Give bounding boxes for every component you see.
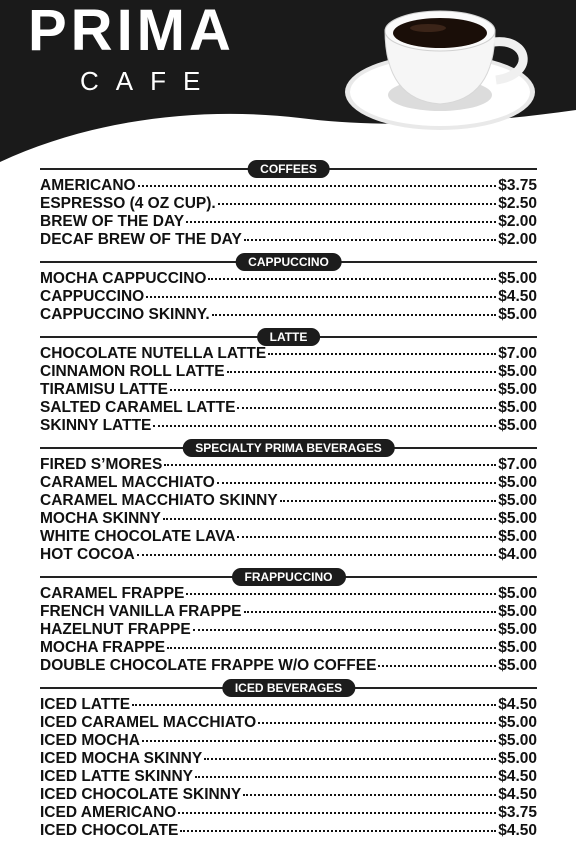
section-title: CAPPUCCINO	[235, 253, 342, 271]
dot-leader	[378, 665, 496, 667]
menu-list	[40, 160, 537, 840]
item-price: $5.00	[498, 306, 537, 323]
dot-leader	[243, 794, 496, 796]
menu-item	[40, 804, 537, 822]
dot-leader	[170, 389, 496, 391]
menu-item	[40, 177, 537, 195]
section-header	[40, 328, 537, 345]
dot-leader	[244, 239, 496, 241]
item-name: CINNAMON ROLL LATTE	[40, 363, 225, 380]
item-name: ICED AMERICANO	[40, 804, 177, 821]
item-name: TIRAMISU LATTE	[40, 381, 169, 398]
item-name: HAZELNUT FRAPPE	[40, 621, 191, 638]
menu-item	[40, 585, 537, 603]
menu-item	[40, 363, 537, 381]
item-price: $5.00	[498, 714, 537, 731]
item-name: DECAF BREW OF THE DAY	[40, 231, 242, 248]
menu-item	[40, 528, 537, 546]
menu-item	[40, 195, 537, 213]
menu-item	[40, 621, 537, 639]
section-header	[40, 568, 537, 585]
item-price: $4.00	[498, 546, 537, 563]
dot-leader	[178, 812, 496, 814]
item-price: $4.50	[498, 288, 537, 305]
item-price: $5.00	[498, 603, 537, 620]
item-name: ICED CHOCOLATE SKINNY	[40, 786, 242, 803]
menu-item	[40, 417, 537, 435]
brand-subtitle: CAFE	[80, 66, 218, 96]
dot-leader	[153, 425, 496, 427]
menu-item	[40, 288, 537, 306]
menu-item	[40, 456, 537, 474]
item-name: CARAMEL FRAPPE	[40, 585, 185, 602]
item-name: ICED LATTE SKINNY	[40, 768, 193, 785]
item-name: ICED MOCHA SKINNY	[40, 750, 203, 767]
item-price: $3.75	[498, 804, 537, 821]
menu-item	[40, 492, 537, 510]
dot-leader	[208, 278, 496, 280]
item-price: $5.00	[498, 750, 537, 767]
item-price: $5.00	[498, 417, 537, 434]
section-title: LATTE	[257, 328, 321, 346]
item-name: ICED CHOCOLATE	[40, 822, 179, 839]
menu-item	[40, 750, 537, 768]
dot-leader	[237, 407, 496, 409]
dot-leader	[204, 758, 496, 760]
dot-leader	[212, 314, 497, 316]
section-header	[40, 160, 537, 177]
dot-leader	[146, 296, 496, 298]
dot-leader	[163, 518, 496, 520]
menu-item	[40, 732, 537, 750]
menu-item	[40, 399, 537, 417]
item-name: CAPPUCCINO SKINNY.	[40, 306, 210, 323]
item-price: $4.50	[498, 786, 537, 803]
item-price: $5.00	[498, 510, 537, 527]
item-price: $4.50	[498, 696, 537, 713]
item-price: $3.75	[498, 177, 537, 194]
item-price: $7.00	[498, 345, 537, 362]
menu-item	[40, 474, 537, 492]
item-price: $5.00	[498, 732, 537, 749]
item-price: $5.00	[498, 528, 537, 545]
item-name: ICED MOCHA	[40, 732, 140, 749]
item-name: CARAMEL MACCHIATO	[40, 474, 215, 491]
dot-leader	[186, 221, 496, 223]
section-title: COFFEES	[247, 160, 330, 178]
item-price: $5.00	[498, 492, 537, 509]
menu-item	[40, 231, 537, 249]
item-name: HOT COCOA	[40, 546, 135, 563]
item-price: $5.00	[498, 270, 537, 287]
menu-item	[40, 510, 537, 528]
dot-leader	[186, 593, 496, 595]
item-name: AMERICANO	[40, 177, 136, 194]
item-price: $4.50	[498, 768, 537, 785]
dot-leader	[280, 500, 497, 502]
item-name: BREW OF THE DAY	[40, 213, 185, 230]
dot-leader	[132, 704, 496, 706]
menu-header	[0, 0, 576, 175]
item-price: $5.00	[498, 639, 537, 656]
menu-item	[40, 306, 537, 324]
dot-leader	[218, 203, 497, 205]
item-name: CARAMEL MACCHIATO SKINNY	[40, 492, 278, 509]
item-price: $5.00	[498, 474, 537, 491]
item-name: CAPPUCCINO	[40, 288, 145, 305]
item-name: ESPRESSO (4 OZ CUP).	[40, 195, 216, 212]
menu-item	[40, 657, 537, 675]
dot-leader	[142, 740, 496, 742]
item-price: $2.50	[498, 195, 537, 212]
dot-leader	[227, 371, 497, 373]
item-name: FRENCH VANILLA FRAPPE	[40, 603, 242, 620]
item-name: MOCHA CAPPUCCINO	[40, 270, 207, 287]
item-name: SKINNY LATTE	[40, 417, 152, 434]
dot-leader	[167, 647, 496, 649]
item-price: $5.00	[498, 585, 537, 602]
dot-leader	[180, 830, 496, 832]
dot-leader	[217, 482, 496, 484]
item-price: $5.00	[498, 381, 537, 398]
section-header	[40, 439, 537, 456]
item-price: $2.00	[498, 231, 537, 248]
menu-item	[40, 714, 537, 732]
item-name: WHITE CHOCOLATE LAVA	[40, 528, 236, 545]
item-name: MOCHA FRAPPE	[40, 639, 166, 656]
menu-item	[40, 270, 537, 288]
item-name: FIRED S’MORES	[40, 456, 163, 473]
item-name: ICED CARAMEL MACCHIATO	[40, 714, 257, 731]
menu-item	[40, 603, 537, 621]
item-price: $2.00	[498, 213, 537, 230]
menu-item	[40, 381, 537, 399]
item-price: $5.00	[498, 621, 537, 638]
brand-name: PRIMA	[28, 0, 235, 63]
item-name: ICED LATTE	[40, 696, 131, 713]
dot-leader	[237, 536, 496, 538]
section-header	[40, 679, 537, 696]
item-name: SALTED CARAMEL LATTE	[40, 399, 236, 416]
item-name: DOUBLE CHOCOLATE FRAPPE W/O COFFEE	[40, 657, 377, 674]
item-price: $4.50	[498, 822, 537, 839]
dot-leader	[137, 554, 496, 556]
section-title: FRAPPUCCINO	[231, 568, 345, 586]
dot-leader	[193, 629, 497, 631]
menu-item	[40, 768, 537, 786]
item-price: $7.00	[498, 456, 537, 473]
dot-leader	[244, 611, 497, 613]
section-title: SPECIALTY PRIMA BEVERAGES	[182, 439, 394, 457]
item-price: $5.00	[498, 399, 537, 416]
menu-item	[40, 696, 537, 714]
dot-leader	[164, 464, 496, 466]
dot-leader	[138, 185, 497, 187]
item-name: CHOCOLATE NUTELLA LATTE	[40, 345, 267, 362]
menu-item	[40, 345, 537, 363]
section-header	[40, 253, 537, 270]
item-price: $5.00	[498, 657, 537, 674]
menu-item	[40, 822, 537, 840]
menu-item	[40, 786, 537, 804]
item-price: $5.00	[498, 363, 537, 380]
menu-item	[40, 546, 537, 564]
menu-item	[40, 639, 537, 657]
dot-leader	[258, 722, 496, 724]
dot-leader	[268, 353, 496, 355]
dot-leader	[195, 776, 496, 778]
menu-item	[40, 213, 537, 231]
item-name: MOCHA SKINNY	[40, 510, 161, 527]
section-title: ICED BEVERAGES	[222, 679, 355, 697]
